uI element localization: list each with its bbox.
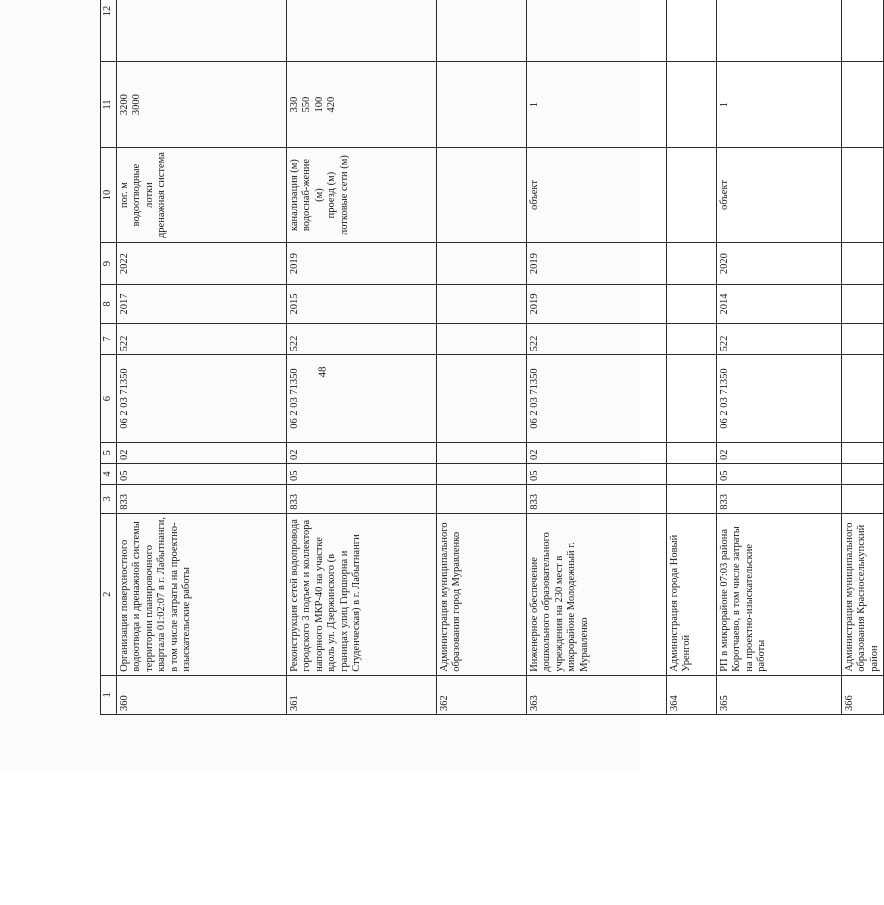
cell-col-12 bbox=[287, 0, 437, 62]
cell-col-1: 364 bbox=[667, 675, 717, 714]
cell-col-11 bbox=[667, 62, 717, 148]
cell-col-2: Реконструкция сетей водопровода городского 3 подъем и коллектора напорного МКР-40 на участке вдоль ул. Дзержинского (в границах улиц Гиршорна и Студенческая) в г. Лабытнанги bbox=[287, 513, 437, 675]
cell-col-7: 522 bbox=[287, 323, 437, 355]
col-header: 10 bbox=[101, 148, 117, 243]
table-row bbox=[437, 0, 527, 715]
cell-col-12 bbox=[527, 0, 667, 62]
cell-col-3: 833 bbox=[717, 485, 842, 514]
cell-col-10 bbox=[667, 148, 717, 243]
cell-col-12 bbox=[437, 0, 527, 62]
cell-col-12 bbox=[667, 0, 717, 62]
cell-col-9: 2019 bbox=[287, 243, 437, 285]
cell-col-5 bbox=[437, 442, 527, 463]
cell-col-11: 330 550 100 420 bbox=[287, 62, 437, 148]
col-header: 9 bbox=[101, 243, 117, 285]
cell-col-11: 1 bbox=[717, 62, 842, 148]
col-header: 11 bbox=[101, 62, 117, 148]
cell-col-1: 363 bbox=[527, 675, 667, 714]
cell-col-8 bbox=[667, 285, 717, 323]
cell-col-6 bbox=[842, 355, 884, 442]
cell-col-6 bbox=[437, 355, 527, 442]
cell-col-2: Организация поверхностного водоотвода и дренажной системы территории планировочного квартала 01:02:07 в г. Лабытнанги, в том числе затраты на проектно-изыскательские работы bbox=[117, 513, 287, 675]
cell-col-7 bbox=[842, 323, 884, 355]
cell-col-10 bbox=[842, 148, 884, 243]
cell-col-5 bbox=[667, 442, 717, 463]
cell-col-4: 05 bbox=[287, 463, 437, 484]
cell-col-7 bbox=[437, 323, 527, 355]
cell-col-1: 365 bbox=[717, 675, 842, 714]
cell-col-11: 1 bbox=[527, 62, 667, 148]
cell-col-10: пог. м водоотводные лотки дренажная система bbox=[117, 148, 287, 243]
table-row bbox=[842, 0, 884, 715]
cell-col-8: 2019 bbox=[527, 285, 667, 323]
cell-col-9 bbox=[842, 243, 884, 285]
cell-col-6: 06 2 03 71350 bbox=[527, 355, 667, 442]
cell-col-10: объект bbox=[717, 148, 842, 243]
cell-col-8 bbox=[842, 285, 884, 323]
cell-col-12 bbox=[717, 0, 842, 62]
cell-col-11 bbox=[437, 62, 527, 148]
table-row bbox=[717, 0, 842, 715]
register-table-rotated bbox=[100, 0, 880, 715]
col-header: 5 bbox=[101, 442, 117, 463]
col-header: 12 bbox=[101, 0, 117, 62]
cell-col-1: 361 bbox=[287, 675, 437, 714]
cell-col-12 bbox=[117, 0, 287, 62]
cell-col-6: 06 2 03 71350 bbox=[287, 355, 437, 442]
col-header: 3 bbox=[101, 485, 117, 514]
register-table bbox=[100, 0, 884, 715]
cell-col-7 bbox=[667, 323, 717, 355]
page-margin bbox=[0, 770, 640, 905]
cell-col-4 bbox=[842, 463, 884, 484]
cell-col-9 bbox=[667, 243, 717, 285]
cell-col-3 bbox=[437, 485, 527, 514]
cell-col-5: 02 bbox=[287, 442, 437, 463]
col-header: 6 bbox=[101, 355, 117, 442]
cell-col-10: объект bbox=[527, 148, 667, 243]
cell-col-5: 02 bbox=[717, 442, 842, 463]
header-row bbox=[101, 0, 117, 715]
table-row bbox=[527, 0, 667, 715]
cell-col-5: 02 bbox=[117, 442, 287, 463]
col-header: 1 bbox=[101, 675, 117, 714]
cell-col-8: 2014 bbox=[717, 285, 842, 323]
cell-col-2: Администрация муниципального образования Красноселькупский район bbox=[842, 513, 884, 675]
cell-col-7: 522 bbox=[527, 323, 667, 355]
cell-col-7: 522 bbox=[717, 323, 842, 355]
cell-col-3: 833 bbox=[117, 485, 287, 514]
cell-col-8: 2015 bbox=[287, 285, 437, 323]
cell-col-1: 360 bbox=[117, 675, 287, 714]
cell-col-6: 06 2 03 71350 bbox=[117, 355, 287, 442]
cell-col-4: 05 bbox=[717, 463, 842, 484]
cell-col-10 bbox=[437, 148, 527, 243]
cell-col-7: 522 bbox=[117, 323, 287, 355]
cell-col-3 bbox=[842, 485, 884, 514]
col-header: 7 bbox=[101, 323, 117, 355]
cell-col-2: Инженерное обеспечение дошкольного образовательного учреждения на 230 мест в микрорайоне Молодежный г. Муравленко bbox=[527, 513, 667, 675]
cell-col-6 bbox=[667, 355, 717, 442]
cell-col-4: 05 bbox=[527, 463, 667, 484]
cell-col-8: 2017 bbox=[117, 285, 287, 323]
cell-col-2: Администрация муниципального образования город Муравленко bbox=[437, 513, 527, 675]
cell-col-4: 05 bbox=[117, 463, 287, 484]
table-row bbox=[117, 0, 287, 715]
table-row bbox=[287, 0, 437, 715]
cell-col-9: 2022 bbox=[117, 243, 287, 285]
cell-col-12 bbox=[842, 0, 884, 62]
page-number: 48 bbox=[316, 366, 329, 378]
cell-col-9: 2020 bbox=[717, 243, 842, 285]
cell-col-5: 02 bbox=[527, 442, 667, 463]
table-row bbox=[667, 0, 717, 715]
cell-col-4 bbox=[437, 463, 527, 484]
cell-col-10: канализация (м) водоснаб-жение (м) проезд (м) лотковые сети (м) bbox=[287, 148, 437, 243]
cell-col-3 bbox=[667, 485, 717, 514]
cell-col-1: 362 bbox=[437, 675, 527, 714]
cell-col-8 bbox=[437, 285, 527, 323]
cell-col-9: 2019 bbox=[527, 243, 667, 285]
cell-col-3: 833 bbox=[287, 485, 437, 514]
col-header: 2 bbox=[101, 513, 117, 675]
cell-col-11: 3200 3000 bbox=[117, 62, 287, 148]
cell-col-11 bbox=[842, 62, 884, 148]
cell-col-2: Администрация города Новый Уренгой bbox=[667, 513, 717, 675]
col-header: 8 bbox=[101, 285, 117, 323]
cell-col-2: РП в микрорайоне 07:03 района Коротчаево, в том числе затраты на проектно-изыскательские работы bbox=[717, 513, 842, 675]
cell-col-9 bbox=[437, 243, 527, 285]
cell-col-3: 833 bbox=[527, 485, 667, 514]
cell-col-1: 366 bbox=[842, 675, 884, 714]
cell-col-6: 06 2 03 71350 bbox=[717, 355, 842, 442]
col-header: 4 bbox=[101, 463, 117, 484]
cell-col-5 bbox=[842, 442, 884, 463]
cell-col-4 bbox=[667, 463, 717, 484]
